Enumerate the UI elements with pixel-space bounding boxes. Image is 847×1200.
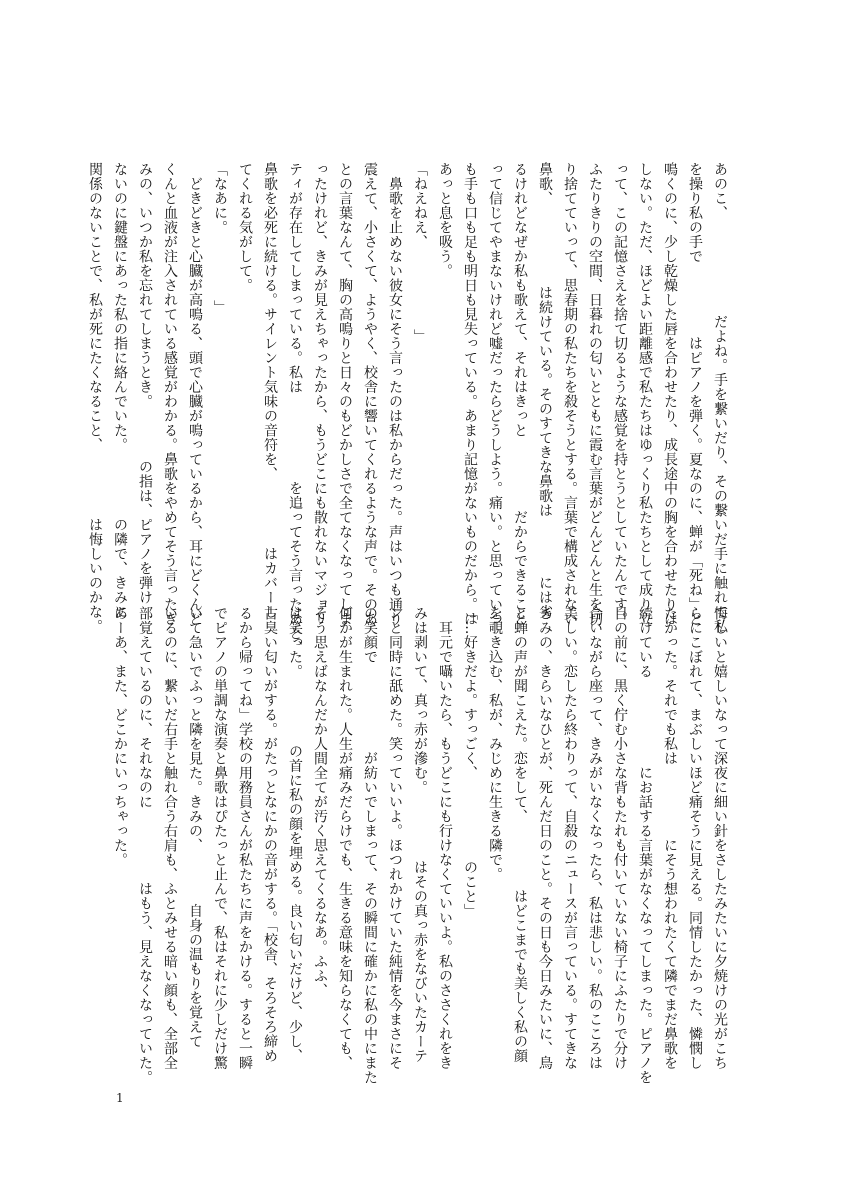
text-line: ふたりきりの空間、日暮れの匂いとともに霞む言葉がどんどんと生を切 [587,162,603,626]
text-line: そう思えばなんだか人間全てが汚く思えてくるなあ。ふふ、 [312,606,328,998]
text-line: 鼻歌を必死に続ける。サイレント気味の音符を、 はカバーし [262,162,278,619]
text-line: 目の前に、黒く佇む小さな背もたれも付いていない椅子にふたりで分け [612,606,628,1070]
text-line: 「ねえねえ、 」 [412,162,428,344]
text-line: との言葉なんて、胸の高鳴りと日々のもどかしさで全てなくなってしま [337,162,353,626]
text-line: みは剥いて、真っ赤が滲む。 はその真っ赤をなびいたカーテ [412,606,428,1063]
text-line: 古臭い匂いがする。がたっとなにかの音がする。「校舎、そろそろ締め [262,606,278,1063]
text-line: 部覚えているのに、それなのに はもう、見えなくなっていた。 [137,606,153,1085]
text-line: 鳴くのに、少し乾燥した唇を合わせたり、成長途中の胸を合わせたりは [662,162,678,626]
text-line: しない。ただ、ほどよい距離感で私たちはゆっくり私たちとして成り立 [637,162,653,626]
text-line: 鼻歌、 は続けている。そのすてきな鼻歌は には劣 [537,162,553,619]
text-line: あっと息を吸う。 [437,162,453,278]
text-line: みの、いつか私を忘れてしまうとき。 の指は、ピアノを弾け [137,162,153,605]
lower-text-block [107,606,732,1085]
text-line: らにこぼれて、まぶしいほど痛そうに見える。同情したかった、憐憫し [687,606,703,1070]
text-line: 合いながら座って、きみがいなくなったら、私は悲しい。私のこころは [587,606,603,1070]
upper-text-block [87,162,732,655]
text-line: 関係のないことで、私が死にたくなること、 は悔しいのかな。 [87,162,103,634]
text-line: って、この記憶さえを捨て切るような感覚を持とうとしていたんです。 [612,162,628,626]
text-line: きみの、きらいなひとが、死んだ日のこと。その日も今日みたいに、鳥 [537,606,553,1070]
text-line: てくれる気がして。 [237,162,253,293]
text-line: 何かが生まれた。人生が痛みだらけでも、生きる意味を知らなくても、 [337,606,353,1070]
text-line: たかった。それでも私は にそう想われたくて隣でまだ鼻歌を [662,606,678,1070]
text-line: るから帰ってね」学校の用務員さんが私たちに声をかける。すると一瞬 [237,606,253,1070]
text-line: ないのに鍵盤にあった私の指に絡んでいた。 の隣で、きみに [112,162,128,619]
text-line: くんと血液が注入されている感覚がわかる。鼻歌をやめてそう言ったき [162,162,178,626]
page-number: 1 [116,1091,124,1105]
text-line: 鼻歌を止めない彼女にそう言ったのは私からだった。声はいつも通り [387,162,403,626]
text-line: と蝉の声が聞こえた。恋をして、 はどこまでも美しく私の顔 [512,606,528,1063]
text-line: 続けている にお話する言葉がなくなってしまった。ピアノを [637,606,653,1085]
text-line: って信じてやまないけれど嘘だったらどうしよう。痛い。と思っていつ [487,162,503,626]
text-line: 震えて、小さくて、ようやく、校舎に響いてくれるような声で。そのあ [362,162,378,626]
text-line: 美しい。恋したら終わりって、自殺のニュースが言っている。すてきな [562,606,578,1070]
text-line: でピアノの単調な演奏と鼻歌はぴたっと止んで、私はそれに少しだけ驚 [212,606,228,1070]
text-line: どきどきと心臓が高鳴る、頭で心臓が鳴っているから、耳にどくんど [187,162,203,626]
text-line: 「…好きだよ。すっごく、 のこと」 [462,606,478,918]
text-line: を覗き込む、私が、みじめに生きる隣で。 [487,606,503,882]
text-line: の笑顔で が紡いでしまって、その瞬間に確かに私の中にまた [362,606,378,1085]
text-line: いるのに、繋いだ右手と触れ合う右肩も、ふとみせる暗い顔も、全部全 [162,606,178,1070]
text-line: ティが存在してしまっている。私は を追ってそう言ったあと、 [287,162,303,655]
text-line: 耳元で囁いたら、もうどこにも行けなくていいよ。私のささくれをき [437,606,453,1070]
text-line: 「なあに。 」 [212,162,228,315]
text-line: も手も口も足も明日も見失っている。あまり記憶がないものだから。は [462,162,478,626]
text-line: ンと同時に舐めた。笑っていいよ。ほつれかけていた純情を今まさにそ [387,606,403,1070]
text-line: あーあ、また、どこかにいっちゃった。 [112,606,128,867]
text-line: あのこ、 だよね。手を繋いだり、その繋いだ手に触れて私 [712,162,728,634]
text-line: 悔しいと嬉しいなって深夜に細い針をさしたみたいに夕焼けの光がこち [712,606,728,1070]
text-line: るけれどなぜか私も歌えて、それはきっと だからできること [512,162,528,626]
text-line: を操り私の手で はピアノを弾く。夏なのに、蝉が「死ね」と [687,162,703,626]
text-line: いて急いでふっと隣を見た。きみの、 自身の温もりを覚えて [187,606,203,1049]
text-line: は笑った。 の首に私の顔を埋める。良い匂いだけど、少し、 [287,606,303,1063]
text-line: ったけれど、きみが見えちゃったから、もうどこにも散れないマジョリ [312,162,328,626]
text-line: り捨てていって、思春期の私たちを殺そうとする。言葉で構成されない [562,162,578,626]
